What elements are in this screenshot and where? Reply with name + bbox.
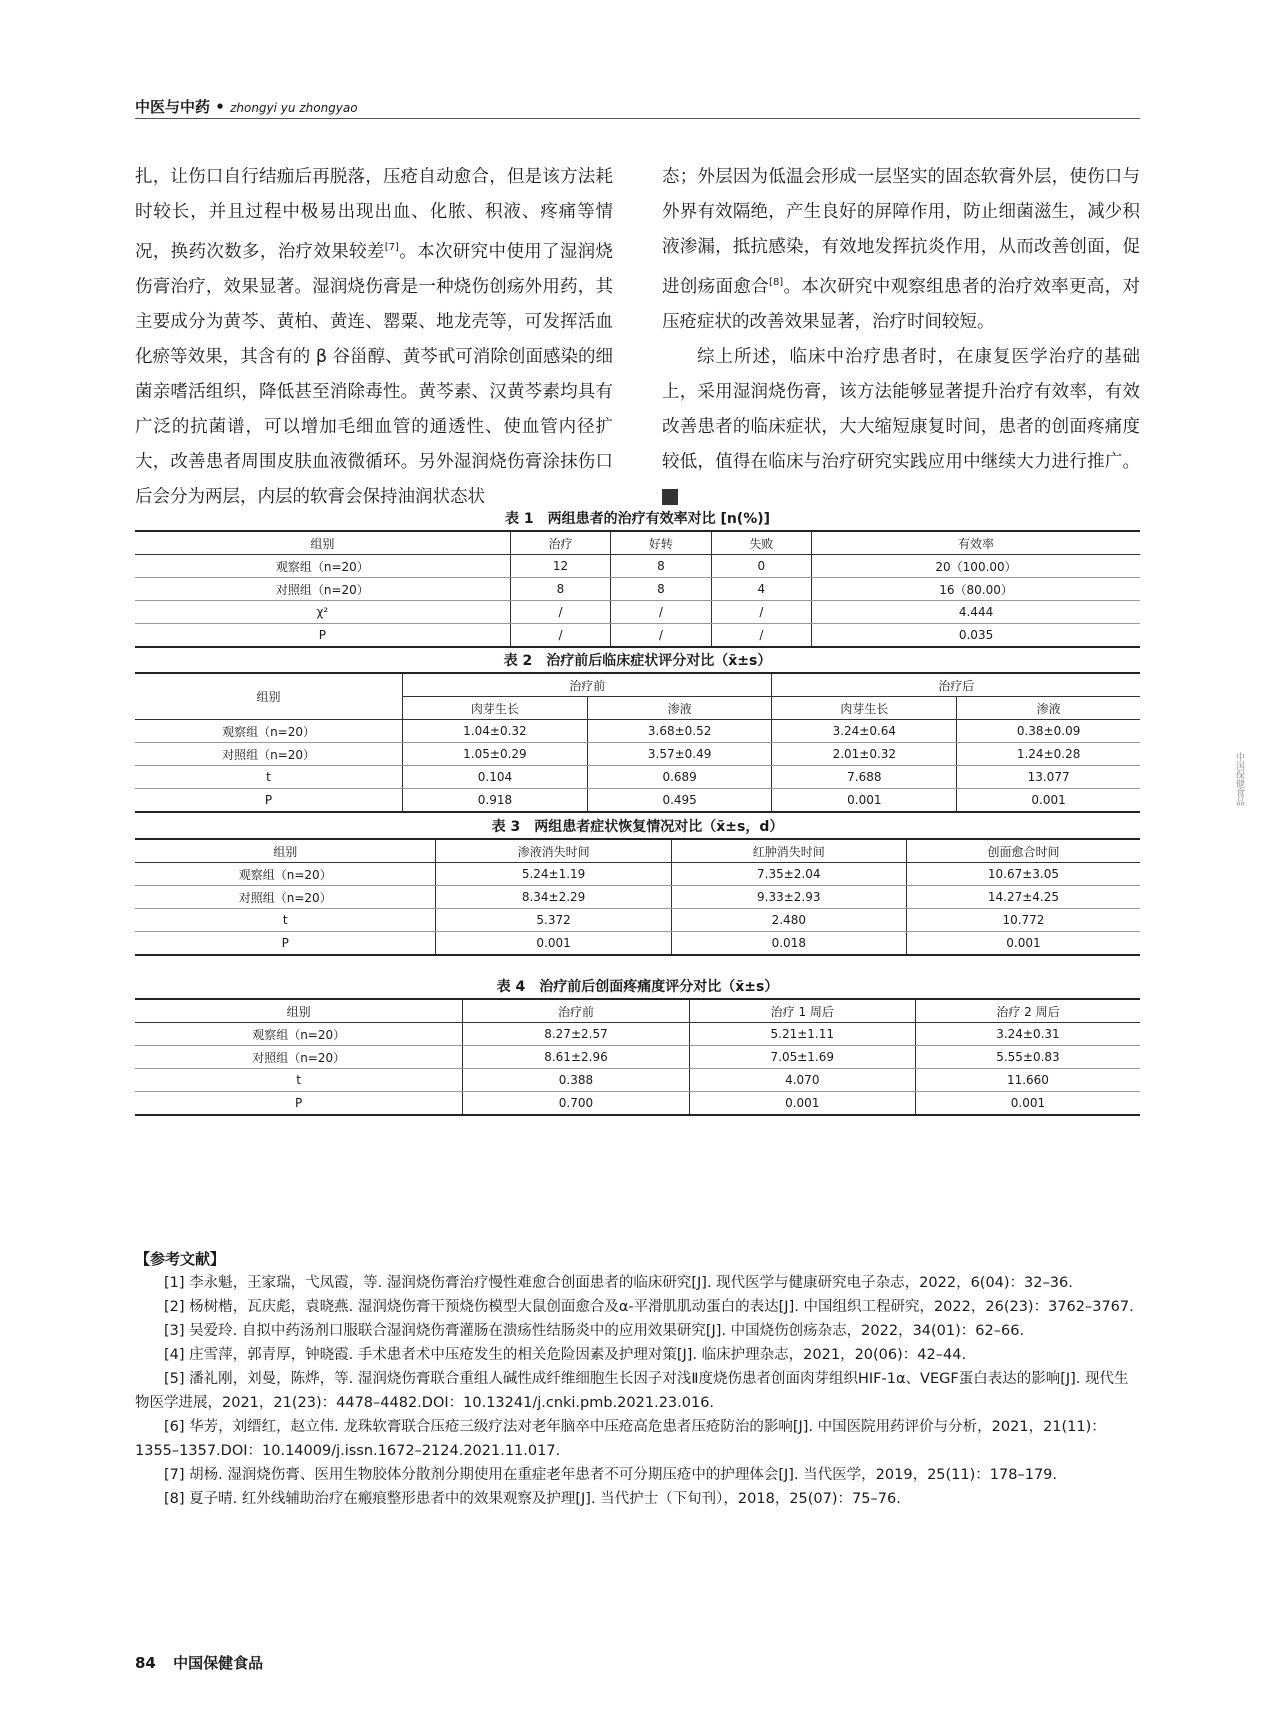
- table-row: 观察组（n=20） 1.04±0.32 3.68±0.52 3.24±0.64 0.38±0.09: [135, 720, 1140, 743]
- table2-subheader: 肉芽生长: [772, 697, 957, 720]
- table-row: 对照组（n=20） 8.61±2.96 7.05±1.69 5.55±0.83: [135, 1046, 1140, 1069]
- end-mark-icon: Hc: [662, 489, 678, 505]
- table4-header: 治疗 1 周后: [689, 999, 915, 1023]
- table1-header: 失败: [711, 531, 811, 555]
- citation: [7]: [384, 242, 399, 253]
- table-row: 观察组（n=20） 12 8 0 20（100.00）: [135, 555, 1140, 578]
- table4: [135, 998, 1140, 1116]
- table3-title: 表 3 两组患者症状恢复情况对比（x̄±s，d）: [491, 819, 784, 835]
- table1-title: 表 1 两组患者的治疗有效率对比 [n(%)]: [504, 511, 771, 527]
- table2-title: 表 2 治疗前后临床症状评分对比（x̄±s）: [503, 653, 772, 669]
- table4-header: 治疗 2 周后: [915, 999, 1140, 1023]
- table-row: P 0.918 0.495 0.001 0.001: [135, 789, 1140, 813]
- references: [135, 1247, 1140, 1511]
- reference-item: [6] 华芳，刘缙红，赵立伟. 龙珠软膏联合压疮三级疗法对老年脑卒中压疮高危患者压疮防治的影响[J]. 中国医院用药评价与分析，2021，21(11)：1355–1357.DOI：10.14009/j.issn.1672–2124.2021.11.017.: [135, 1419, 1106, 1459]
- table2: [135, 672, 1140, 813]
- table3-header: 创面愈合时间: [906, 839, 1140, 863]
- reference-item: [7] 胡杨. 湿润烧伤膏、医用生物胶体分散剂分期使用在重症老年患者不可分期压疮中的护理体会[J]. 当代医学，2019，25(11)：178–179.: [164, 1467, 1057, 1483]
- table-row: t 0.104 0.689 7.688 13.077: [135, 766, 1140, 789]
- table-row: 对照组（n=20） 1.05±0.29 3.57±0.49 2.01±0.32 1.24±0.28: [135, 743, 1140, 766]
- table-row: χ² / / / 4.444: [135, 601, 1140, 624]
- table2-subheader: 肉芽生长: [403, 697, 588, 720]
- table-row: 观察组（n=20） 5.24±1.19 7.35±2.04 10.67±3.05: [135, 863, 1140, 886]
- table4-header: 组别: [135, 999, 463, 1023]
- table2-header: 治疗前: [403, 673, 772, 697]
- table-row: P 0.001 0.018 0.001: [135, 932, 1140, 956]
- table-row: 对照组（n=20） 8.34±2.29 9.33±2.93 14.27±4.25: [135, 886, 1140, 909]
- table1-header: 治疗: [510, 531, 610, 555]
- citation: [8]: [769, 277, 784, 288]
- table1-header: 好转: [611, 531, 711, 555]
- table4-header: 治疗前: [463, 999, 689, 1023]
- header-en: zhongyi yu zhongyao: [230, 101, 358, 115]
- table2-subheader: 渗液: [957, 697, 1140, 720]
- table-row: 观察组（n=20） 8.27±2.57 5.21±1.11 3.24±0.31: [135, 1023, 1140, 1046]
- table3: [135, 838, 1140, 956]
- running-header: 中医与中药 • zhongyi yu zhongyao: [135, 98, 358, 116]
- table-row: P 0.700 0.001 0.001: [135, 1092, 1140, 1116]
- reference-item: [8] 夏子晴. 红外线辅助治疗在瘢痕整形患者中的效果观察及护理[J]. 当代护士（下旬刊），2018，25(07)：75–76.: [164, 1491, 901, 1507]
- body-column-right: [662, 160, 1140, 515]
- journal-name: 中国保健食品: [173, 1654, 264, 1672]
- table-row: t 5.372 2.480 10.772: [135, 909, 1140, 932]
- body-column-left: [135, 160, 613, 515]
- reference-item: [3] 吴爱玲. 自拟中药汤剂口服联合湿润烧伤膏灌肠在溃疡性结肠炎中的应用效果研究[J]. 中国烧伤创疡杂志，2022，34(01)：62–66.: [164, 1323, 1025, 1339]
- table-row: t 0.388 4.070 11.660: [135, 1069, 1140, 1092]
- page-footer: [135, 1652, 263, 1673]
- table3-header: 组别: [135, 839, 436, 863]
- reference-item: [1] 李永魁，王家瑞，弋凤霞，等. 湿润烧伤膏治疗慢性难愈合创面患者的临床研究[J]. 现代医学与健康研究电子杂志，2022，6(04)：32–36.: [164, 1275, 1073, 1291]
- table1-header: 组别: [135, 531, 510, 555]
- header-rule: [135, 118, 1140, 119]
- paragraph: 综上所述，临床中治疗患者时，在康复医学治疗的基础上，采用湿润烧伤膏，该方法能够显著提升治疗有效率，有效改善患者的临床症状，大大缩短康复时间，患者的创面疼痛度较低，值得在临床与治疗研究实践应用中继续大力进行推广。 Hc: [662, 340, 1140, 515]
- paragraph: 态；外层因为低温会形成一层坚实的固态软膏外层，使伤口与外界有效隔绝，产生良好的屏障作用，防止细菌滋生，减少积液渗漏，抵抗感染，有效地发挥抗炎作用，从而改善创面，促进创疡面愈合[8]。本次研究中观察组患者的治疗效率更高，对压疮症状的改善效果显著，治疗时间较短。: [662, 167, 1141, 332]
- table1-header: 有效率: [812, 531, 1140, 555]
- table2-header: 治疗后: [772, 673, 1140, 697]
- reference-item: [4] 庄雪萍，郭青厚，钟晓霞. 手术患者术中压疮发生的相关危险因素及护理对策[J]. 临床护理杂志，2021，20(06)：42–44.: [164, 1347, 967, 1363]
- table1: [135, 530, 1140, 648]
- table3-header: 渗液消失时间: [436, 839, 671, 863]
- table-row: P / / / 0.035: [135, 624, 1140, 648]
- side-watermark: 中国保健食品: [1234, 752, 1244, 806]
- table4-title: 表 4 治疗前后创面疼痛度评分对比（x̄±s）: [496, 979, 779, 995]
- table-row: 对照组（n=20） 8 8 4 16（80.00）: [135, 578, 1140, 601]
- table2-subheader: 渗液: [587, 697, 772, 720]
- references-heading: 【参考文献】: [135, 1250, 226, 1268]
- table2-header: 组别: [135, 673, 403, 720]
- reference-item: [5] 潘礼刚，刘曼，陈烨，等. 湿润烧伤膏联合重组人碱性成纤维细胞生长因子对浅Ⅱ度烧伤患者创面肉芽组织HIF-1α、VEGF蛋白表达的影响[J]. 现代生物医学进展，2021，21(23)：4478–4482.DOI：10.13241/j.cnki.pmb.2021.23.016.: [135, 1371, 1129, 1411]
- paragraph: 扎，让伤口自行结痂后再脱落，压疮自动愈合，但是该方法耗时较长，并且过程中极易出现出血、化脓、积液、疼痛等情况，换药次数多，治疗效果较差[7]。本次研究中使用了湿润烧伤膏治疗，效果显著。湿润烧伤膏是一种烧伤创疡外用药，其主要成分为黄芩、黄柏、黄连、罂粟、地龙壳等，可发挥活血化瘀等效果，其含有的 β 谷甾醇、黄芩甙可消除创面感染的细菌亲嗜活组织，降低甚至消除毒性。黄芩素、汉黄芩素均具有广泛的抗菌谱，可以增加毛细血管的通透性、使血管内径扩大，改善患者周围皮肤血液微循环。另外湿润烧伤膏涂抹伤口后会分为两层，内层的软膏会保持油润状态状: [135, 167, 614, 507]
- header-cn: 中医与中药: [135, 98, 211, 116]
- table3-header: 红肿消失时间: [671, 839, 906, 863]
- page-number: 84: [135, 1654, 156, 1672]
- reference-item: [2] 杨树楷，瓦庆彪，袁晓燕. 湿润烧伤膏干预烧伤模型大鼠创面愈合及α-平滑肌肌动蛋白的表达[J]. 中国组织工程研究，2022，26(23)：3762–3767.: [164, 1299, 1134, 1315]
